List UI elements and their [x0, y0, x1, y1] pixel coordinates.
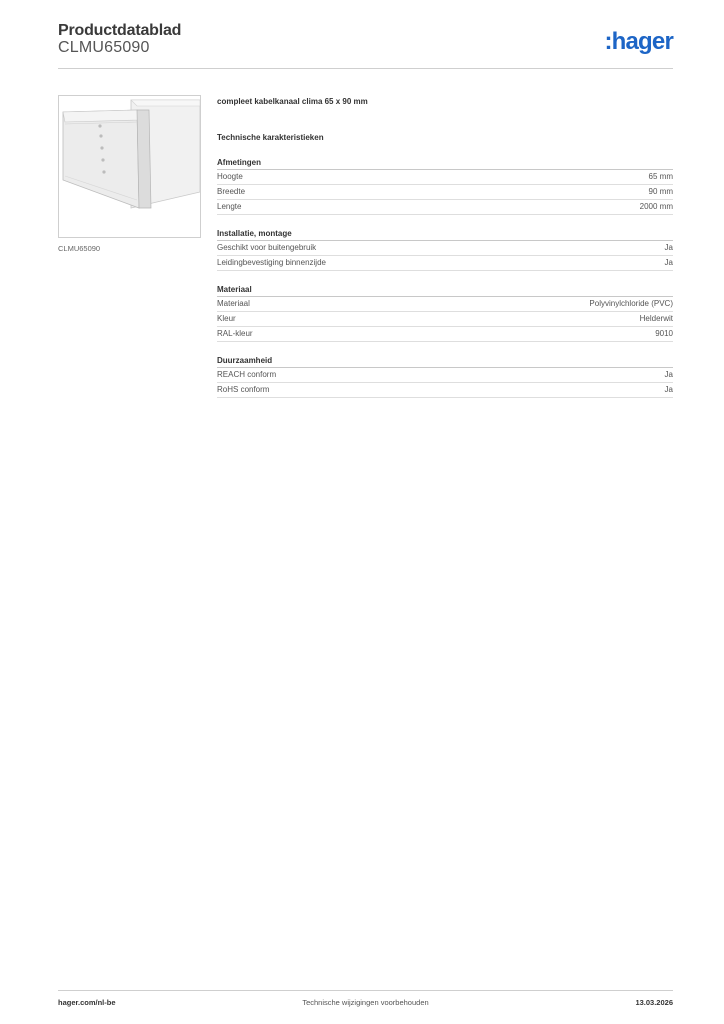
spec-row	[217, 383, 673, 398]
spec-sections	[217, 157, 673, 398]
spec-label: RAL-kleur	[217, 329, 253, 338]
page-header	[58, 22, 673, 68]
product-code: CLMU65090	[58, 39, 150, 56]
document-title: Productdatablad	[58, 22, 182, 39]
spec-section	[217, 157, 673, 215]
spec-row	[217, 241, 673, 256]
spec-value: Ja	[664, 370, 673, 379]
spec-row	[217, 170, 673, 185]
footer-divider	[58, 990, 673, 991]
spec-value: Ja	[664, 385, 673, 394]
product-description: compleet kabelkanaal clima 65 x 90 mm	[217, 97, 368, 106]
spec-row	[217, 256, 673, 271]
spec-row	[217, 200, 673, 215]
section-title: Installatie, montage	[217, 228, 673, 241]
spec-label: Kleur	[217, 314, 236, 323]
spec-row	[217, 297, 673, 312]
spec-label: RoHS conform	[217, 385, 270, 394]
spec-label: Breedte	[217, 187, 246, 196]
hager-logo	[604, 28, 673, 56]
spec-label: Materiaal	[217, 299, 250, 308]
product-details	[217, 96, 673, 398]
spec-section	[217, 284, 673, 342]
spec-value: 9010	[655, 329, 673, 338]
spec-label: Leidingbevestiging binnenzijde	[217, 258, 326, 267]
footer-website-link[interactable]: hager.com/nl-be	[58, 998, 116, 1007]
spec-row	[217, 327, 673, 342]
spec-label: REACH conform	[217, 370, 277, 379]
logo-text: hager	[611, 28, 673, 55]
section-title: Duurzaamheid	[217, 355, 673, 368]
spec-label: Geschikt voor buitengebruik	[217, 243, 317, 252]
spec-value: Helderwit	[639, 314, 673, 323]
spec-row	[217, 312, 673, 327]
spec-row	[217, 185, 673, 200]
section-title: Materiaal	[217, 284, 673, 297]
product-image	[58, 95, 201, 238]
footer-notice: Technische wijzigingen voorbehouden	[302, 998, 429, 1007]
spec-value: Polyvinylchloride (PVC)	[589, 299, 673, 308]
logo-prefix-mark: :	[604, 28, 612, 55]
spec-label: Hoogte	[217, 172, 243, 181]
spec-heading: Technische karakteristieken	[217, 133, 324, 142]
cable-duct-illustration	[59, 96, 200, 237]
spec-row	[217, 368, 673, 383]
page-footer	[58, 998, 673, 1010]
section-title: Afmetingen	[217, 157, 673, 170]
footer-date: 13.03.2026	[635, 998, 673, 1007]
spec-label: Lengte	[217, 202, 242, 211]
header-divider	[58, 68, 673, 69]
spec-value: Ja	[664, 243, 673, 252]
spec-value: Ja	[664, 258, 673, 267]
image-caption: CLMU65090	[58, 244, 101, 253]
spec-section	[217, 355, 673, 398]
spec-value: 65 mm	[648, 172, 673, 181]
spec-value: 2000 mm	[639, 202, 673, 211]
spec-section	[217, 228, 673, 271]
spec-value: 90 mm	[648, 187, 673, 196]
